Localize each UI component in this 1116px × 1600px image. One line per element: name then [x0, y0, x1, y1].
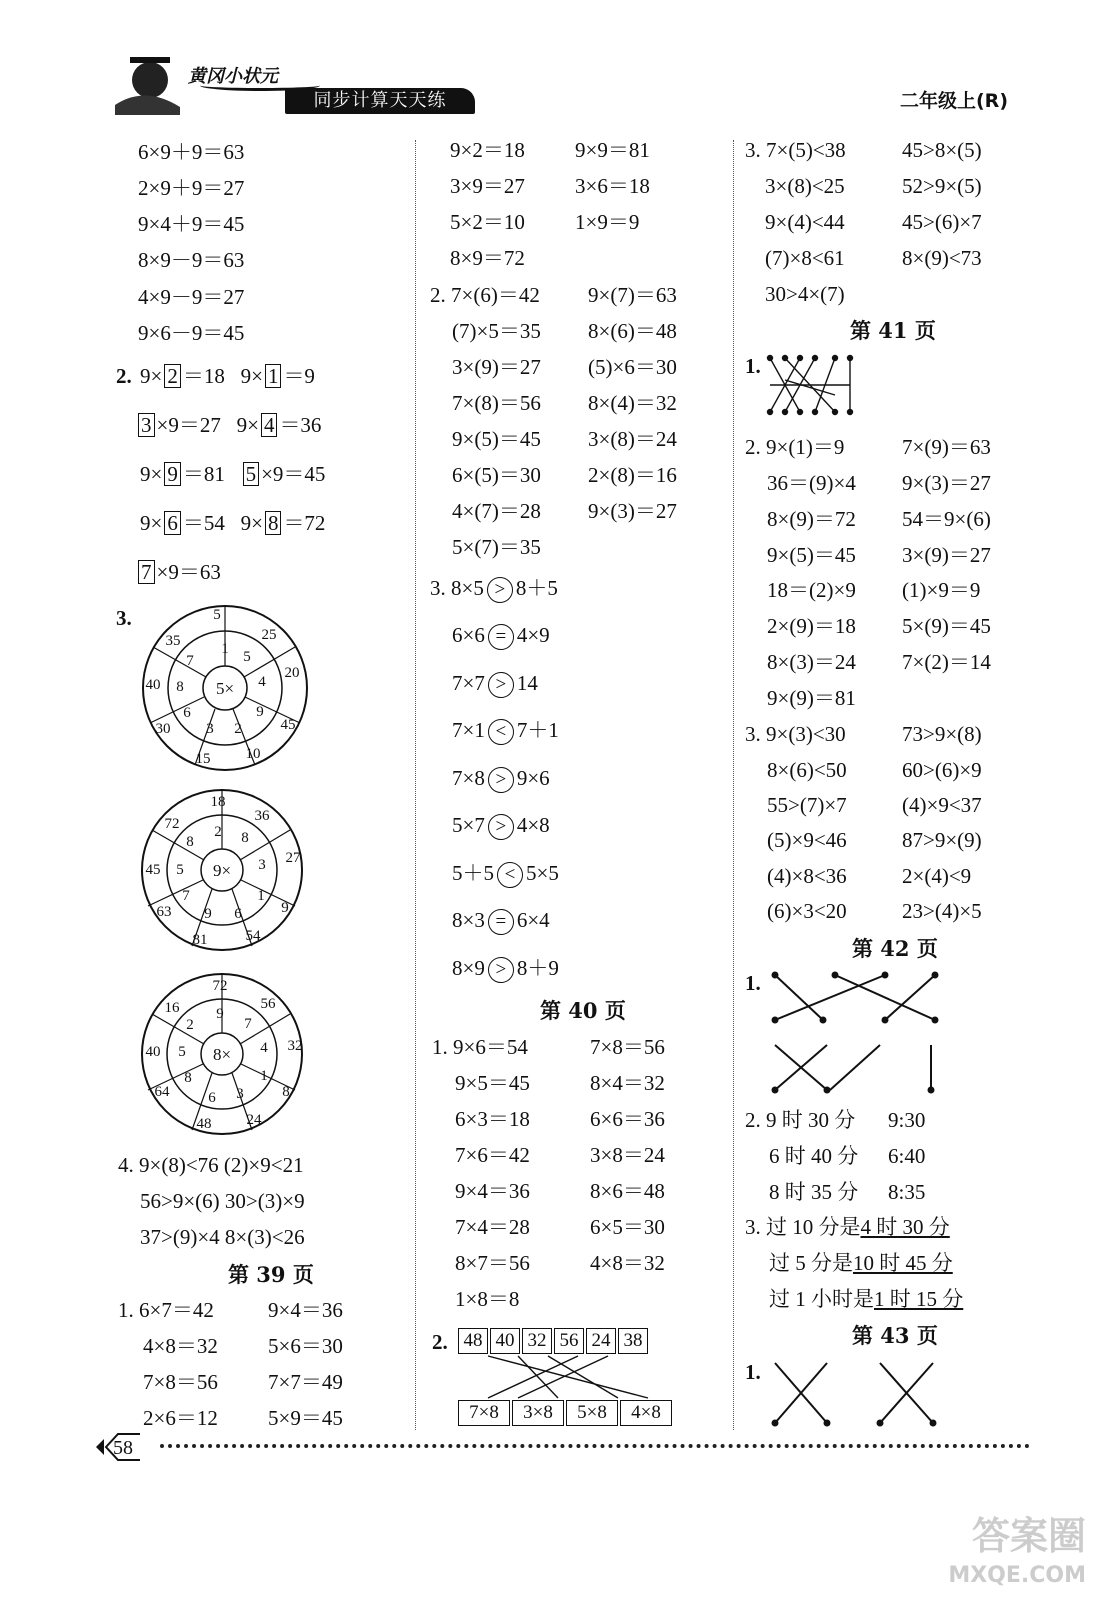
wheel-center: 9× — [212, 861, 232, 880]
question-number: 3. — [116, 606, 132, 630]
eq-cell: 9×(5)＝45 — [767, 543, 856, 567]
brand-title: 黄冈小状元 — [188, 66, 278, 87]
inequality-line: 4. 9×(8)<76 (2)×9<21 — [118, 1153, 304, 1177]
compare-row: 7×7 > 14 — [452, 672, 538, 698]
boxed-eq: 9× 6 ＝54 9× 8 ＝72 — [140, 511, 326, 535]
eq-cell: 6×3＝18 — [455, 1107, 530, 1131]
svg-text:3: 3 — [258, 857, 266, 873]
eq-cell: 8×(4)＝32 — [588, 391, 677, 415]
eq-cell: 18＝(2)×9 — [767, 578, 856, 602]
eq-cell: 8×9＝72 — [450, 246, 525, 270]
inequality-cell: 8×(6)<50 — [767, 758, 847, 782]
inequality-cell: 2×(4)<9 — [902, 864, 972, 888]
inequality-cell: (5)×9<46 — [767, 828, 847, 852]
inequality-cell: 73>9×(8) — [902, 722, 982, 746]
svg-text:5: 5 — [213, 607, 221, 623]
eq-cell: 2×(8)＝16 — [588, 463, 677, 487]
time-cell: 8 时 35 分 — [769, 1180, 859, 1204]
svg-text:45: 45 — [145, 862, 161, 878]
wheel-center: 5× — [215, 679, 235, 698]
eq-cell: 9×(7)＝63 — [588, 283, 677, 307]
svg-text:8: 8 — [176, 679, 184, 695]
eq-cell: 5×2＝10 — [450, 210, 525, 234]
eq-cell: (1)×9＝9 — [902, 578, 981, 602]
eq-cell: 36＝(9)×4 — [767, 471, 856, 495]
eq-cell: 3×6＝18 — [575, 174, 650, 198]
question-number: 1. — [745, 971, 761, 995]
eq-cell: (7)×5＝35 — [452, 319, 541, 343]
svg-text:24: 24 — [246, 1112, 262, 1128]
question-number: 1. — [745, 1360, 761, 1384]
svg-text:4: 4 — [258, 674, 266, 690]
svg-text:5: 5 — [243, 649, 251, 665]
page-heading: 第 40 页 — [540, 998, 626, 1023]
series-band: 同步计算天天练 — [285, 88, 475, 114]
svg-text:40: 40 — [145, 1044, 161, 1060]
svg-text:72: 72 — [164, 816, 180, 832]
multiplication-wheel-9 — [140, 788, 312, 953]
svg-text:3: 3 — [236, 1086, 244, 1102]
inequality-cell: 60>(6)×9 — [902, 758, 982, 782]
svg-text:6: 6 — [208, 1090, 216, 1106]
eq-cell: 9×4＝36 — [455, 1179, 530, 1203]
question-number: 2. — [432, 1330, 448, 1354]
inequality-cell: 9×(4)<44 — [765, 210, 845, 234]
svg-text:27: 27 — [285, 850, 301, 866]
inequality-cell: (4)×8<36 — [767, 864, 847, 888]
eq-cell: 1. 9×6＝54 — [432, 1035, 528, 1059]
svg-text:64: 64 — [154, 1084, 170, 1100]
svg-text:63: 63 — [156, 904, 172, 920]
compare-row: 3. 8×5 > 8＋5 — [430, 577, 558, 603]
inequality-cell: 3. 7×(5)<38 — [745, 138, 846, 162]
eq-cell: 2. 7×(6)＝42 — [430, 283, 540, 307]
eq-cell: 1. 6×7＝42 — [118, 1298, 214, 1322]
eq-cell: 7×4＝28 — [455, 1215, 530, 1239]
eq-cell: 3×(9)＝27 — [452, 355, 541, 379]
eq-cell: 8×(9)＝72 — [767, 507, 856, 531]
svg-text:8: 8 — [186, 834, 194, 850]
matching-lines — [765, 965, 945, 1095]
eq-cell: 1×9＝9 — [575, 210, 640, 234]
svg-text:8: 8 — [282, 1084, 290, 1100]
svg-text:7: 7 — [244, 1016, 252, 1032]
page-heading: 第 42 页 — [852, 936, 938, 961]
eq-cell: 54＝9×(6) — [902, 507, 991, 531]
eq-cell: 7×8＝56 — [590, 1035, 665, 1059]
eq-cell: 9×(5)＝45 — [452, 427, 541, 451]
inequality-cell: (4)×9<37 — [902, 793, 982, 817]
eq-cell: 2×(9)＝18 — [767, 614, 856, 638]
eq-cell: 3×9＝27 — [450, 174, 525, 198]
footer-dotted-line — [160, 1444, 1030, 1448]
svg-text:18: 18 — [210, 794, 226, 810]
eq-cell: 5×6＝30 — [268, 1334, 343, 1358]
svg-text:25: 25 — [261, 627, 277, 643]
eq-cell: 4×8＝32 — [143, 1334, 218, 1358]
page-number: 58 — [113, 1437, 133, 1459]
svg-text:9: 9 — [216, 1006, 224, 1022]
svg-text:2: 2 — [234, 721, 242, 737]
svg-text:30: 30 — [155, 721, 171, 737]
eq-cell: 8×7＝56 — [455, 1251, 530, 1275]
compare-row: 6×6 = 4×9 — [452, 624, 550, 650]
time-answer: 3. 过 10 分是4 时 30 分 — [745, 1215, 950, 1239]
inequality-line: 37>(9)×4 8×(3)<26 — [140, 1225, 305, 1249]
inequality-cell: 23>(4)×5 — [902, 899, 982, 923]
multiplication-wheel-8 — [140, 972, 312, 1137]
compare-row: 8×3 = 6×4 — [452, 909, 550, 935]
watermark: 答案圈 — [971, 1514, 1086, 1558]
boxed-eq: 3 ×9＝27 9× 4 ＝36 — [136, 413, 321, 437]
eq-cell: 7×(8)＝56 — [452, 391, 541, 415]
eq-cell: 7×(2)＝14 — [902, 650, 991, 674]
svg-text:1: 1 — [221, 641, 229, 657]
eq-line: 9×4＋9＝45 — [138, 212, 245, 236]
eq-cell: 4×8＝32 — [590, 1251, 665, 1275]
eq-cell: 4×(7)＝28 — [452, 499, 541, 523]
eq-cell: 2×6＝12 — [143, 1406, 218, 1430]
boxed-eq: 7 ×9＝63 — [136, 560, 221, 584]
eq-cell: 6×5＝30 — [590, 1215, 665, 1239]
eq-cell: 8×6＝48 — [590, 1179, 665, 1203]
column-divider-2 — [733, 140, 734, 1430]
time-cell: 6 时 40 分 — [769, 1144, 859, 1168]
inequality-cell: (6)×3<20 — [767, 899, 847, 923]
boxed-eq: 9× 9 ＝81 5 ×9＝45 — [140, 462, 326, 486]
mascot-logo — [105, 45, 185, 115]
svg-text:5: 5 — [178, 1044, 186, 1060]
eq-cell: 7×8＝56 — [143, 1370, 218, 1394]
eq-cell: 8×(6)＝48 — [588, 319, 677, 343]
svg-text:81: 81 — [192, 932, 208, 948]
wheel-center: 8× — [212, 1045, 232, 1064]
compare-row: 8×9 > 8＋9 — [452, 957, 559, 983]
svg-text:16: 16 — [164, 1000, 180, 1016]
svg-text:6: 6 — [234, 906, 242, 922]
boxed-eq: 9× 2 ＝18 9× 1 ＝9 — [140, 364, 315, 388]
svg-text:40: 40 — [145, 677, 161, 693]
svg-text:10: 10 — [245, 746, 261, 762]
inequality-cell: (7)×8<61 — [765, 246, 845, 270]
eq-cell: 7×6＝42 — [455, 1143, 530, 1167]
svg-text:32: 32 — [287, 1038, 303, 1054]
matching-lines — [765, 1355, 945, 1430]
eq-cell: 8×4＝32 — [590, 1071, 665, 1095]
question-number: 2. — [116, 364, 132, 388]
svg-text:3: 3 — [206, 721, 214, 737]
eq-cell: 9×9＝81 — [575, 138, 650, 162]
inequality-cell: 55>(7)×7 — [767, 793, 847, 817]
inequality-cell: 45>8×(5) — [902, 138, 982, 162]
eq-line: 6×9＋9＝63 — [138, 140, 245, 164]
time-cell: 6:40 — [888, 1144, 926, 1168]
svg-text:1: 1 — [260, 1068, 268, 1084]
eq-cell: (5)×6＝30 — [588, 355, 677, 379]
time-cell: 9:30 — [888, 1108, 926, 1132]
svg-text:7: 7 — [182, 888, 190, 904]
svg-text:2: 2 — [186, 1017, 194, 1033]
number-boxes: 48 40 32 56 24 38 — [458, 1328, 650, 1354]
eq-cell: 9×(9)＝81 — [767, 686, 856, 710]
eq-cell: 3×8＝24 — [590, 1143, 665, 1167]
svg-text:7: 7 — [186, 653, 194, 669]
svg-text:72: 72 — [212, 978, 228, 994]
compare-row: 5×7 > 4×8 — [452, 814, 550, 840]
svg-text:8: 8 — [184, 1070, 192, 1086]
svg-text:45: 45 — [280, 717, 296, 733]
eq-line: 4×9－9＝27 — [138, 285, 245, 309]
inequality-cell: 3×(8)<25 — [765, 174, 845, 198]
eq-cell: 9×(3)＝27 — [902, 471, 991, 495]
inequality-cell: 8×(9)<73 — [902, 246, 982, 270]
eq-cell: 9×5＝45 — [455, 1071, 530, 1095]
svg-text:48: 48 — [196, 1116, 212, 1132]
svg-text:54: 54 — [245, 928, 261, 944]
svg-text:9: 9 — [281, 900, 289, 916]
page-heading: 第 41 页 — [850, 318, 936, 343]
page-heading: 第 39 页 — [228, 1262, 314, 1287]
grade-label: 二年级上(R) — [900, 90, 1008, 112]
eq-cell: 7×7＝49 — [268, 1370, 343, 1394]
watermark-url: MXQE.COM — [948, 1563, 1086, 1588]
eq-line: 2×9＋9＝27 — [138, 176, 245, 200]
mascot-icon — [105, 45, 185, 115]
eq-cell: 3×(8)＝24 — [588, 427, 677, 451]
svg-text:20: 20 — [284, 665, 300, 681]
matching-lines — [458, 1354, 678, 1402]
time-cell: 2. 9 时 30 分 — [745, 1108, 856, 1132]
eq-cell: 6×6＝36 — [590, 1107, 665, 1131]
time-answer: 过 5 分是10 时 45 分 — [769, 1251, 953, 1275]
time-cell: 8:35 — [888, 1180, 926, 1204]
inequality-cell: 3. 9×(3)<30 — [745, 722, 846, 746]
compare-row: 5＋5 < 5×5 — [452, 862, 559, 888]
inequality-cell: 52>9×(5) — [902, 174, 982, 198]
svg-text:6: 6 — [183, 705, 191, 721]
svg-text:9: 9 — [204, 906, 212, 922]
eq-cell: 3×(9)＝27 — [902, 543, 991, 567]
matching-lines — [765, 350, 860, 420]
time-answer: 过 1 小时是1 时 15 分 — [769, 1287, 964, 1311]
question-number: 1. — [745, 354, 761, 378]
inequality-cell: 45>(6)×7 — [902, 210, 982, 234]
svg-text:2: 2 — [214, 824, 222, 840]
eq-cell: 5×9＝45 — [268, 1406, 343, 1430]
eq-cell: 5×(9)＝45 — [902, 614, 991, 638]
svg-text:35: 35 — [165, 633, 181, 649]
svg-text:56: 56 — [260, 996, 276, 1012]
eq-cell: 9×2＝18 — [450, 138, 525, 162]
svg-text:9: 9 — [256, 704, 264, 720]
eq-cell: 5×(7)＝35 — [452, 535, 541, 559]
eq-cell: 9×4＝36 — [268, 1298, 343, 1322]
svg-text:1: 1 — [257, 888, 265, 904]
inequality-cell: 30>4×(7) — [765, 282, 845, 306]
eq-cell: 7×(9)＝63 — [902, 435, 991, 459]
compare-row: 7×1 < 7＋1 — [452, 719, 559, 745]
page-heading: 第 43 页 — [852, 1323, 938, 1348]
eq-cell: 6×(5)＝30 — [452, 463, 541, 487]
expression-boxes: 7×8 3×8 5×8 4×8 — [458, 1400, 674, 1426]
eq-line: 9×6－9＝45 — [138, 321, 245, 345]
compare-row: 7×8 > 9×6 — [452, 767, 550, 793]
multiplication-wheel-5 — [135, 605, 315, 775]
svg-text:5: 5 — [176, 862, 184, 878]
inequality-line: 56>9×(6) 30>(3)×9 — [140, 1189, 305, 1213]
svg-text:15: 15 — [195, 751, 211, 767]
eq-cell: 9×(3)＝27 — [588, 499, 677, 523]
column-divider-1 — [415, 140, 416, 1430]
eq-line: 8×9－9＝63 — [138, 248, 245, 272]
eq-cell: 8×(3)＝24 — [767, 650, 856, 674]
eq-cell: 2. 9×(1)＝9 — [745, 435, 845, 459]
eq-cell: 1×8＝8 — [455, 1287, 520, 1311]
svg-text:36: 36 — [254, 808, 270, 824]
svg-text:8: 8 — [241, 830, 249, 846]
inequality-cell: 87>9×(9) — [902, 828, 982, 852]
svg-text:4: 4 — [260, 1040, 268, 1056]
